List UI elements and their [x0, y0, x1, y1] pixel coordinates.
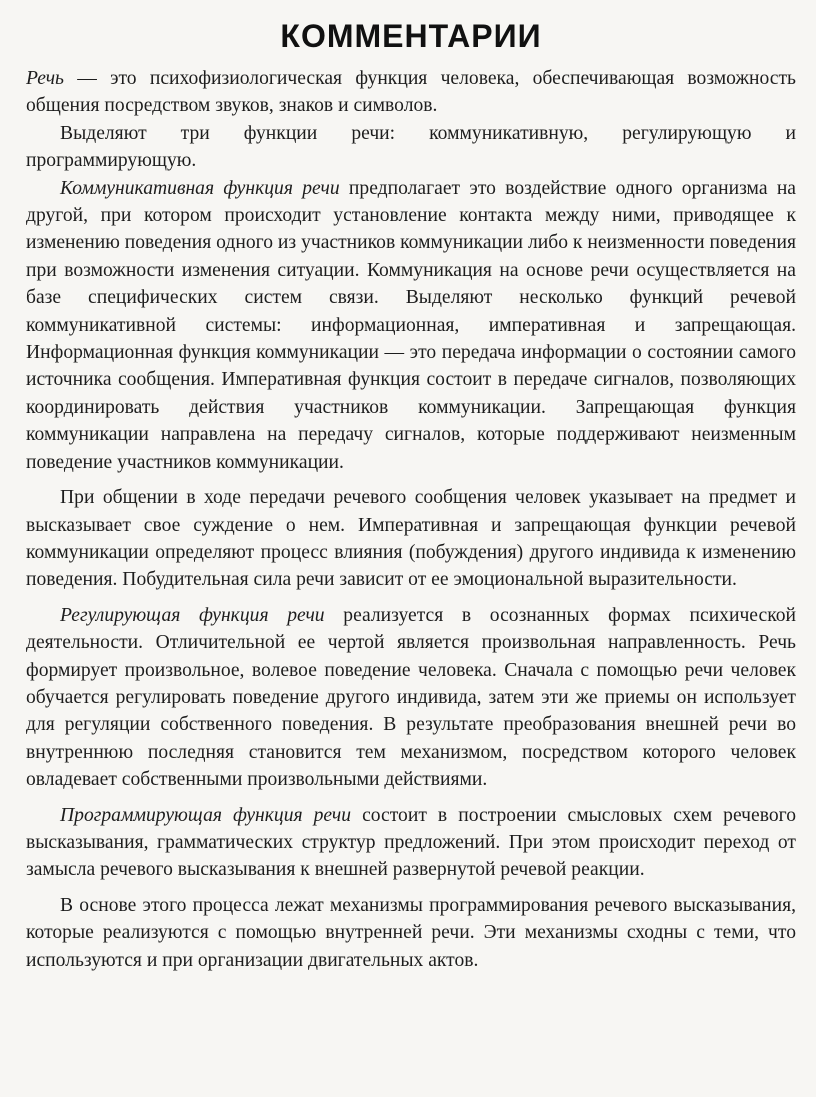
paragraph-text: При общении в ходе передачи речевого сообщения человек указывает на предмет и высказывает свое суждение о нем. Императивная и запрещающая функции речевой коммуникации определяют процесс влияния (побуждения) другого индивида к изменению поведения. Побудительная сила речи зависит от ее эмоциональной выразительности.: [26, 487, 796, 591]
paragraph-text: предполагает это воздействие одного организма на другой, при котором происходит установление контакта между ними, приводящее к изменению поведения одного из участников коммуникации либо к неизменности поведения при возможности изменения ситуации. Коммуникация на основе речи осуществляется на базе специфических систем связи. Выделяют несколько функций речевой коммуникативной системы: информационная, императивная и запрещающая. Информационная функция коммуникации — это передача информации о состоянии самого источника сообщения. Императивная функция состоит в передаче сигналов, позволяющих координировать действия участников коммуникации. Запрещающая функция коммуникации направлена на передачу сигналов, которые поддерживают неизменным поведение участников коммуникации.: [26, 177, 797, 473]
paragraph-text: — это психофизиологическая функция человека, обеспечивающая возможность общения посредством звуков, знаков и символов.: [26, 68, 796, 117]
term-communicative-function: Коммуникативная функция речи: [60, 177, 340, 199]
term-speech: Речь: [26, 68, 64, 89]
term-programming-function: Программирующая функция речи: [60, 804, 352, 826]
paragraph-speech-definition: [26, 65, 796, 120]
paragraph-communication-influence: [26, 484, 796, 594]
paragraph-communicative-function: [26, 175, 796, 476]
paragraph-programming-function: [26, 802, 796, 884]
paragraph-three-functions: [26, 120, 796, 175]
page-title: КОММЕНТАРИИ: [280, 18, 542, 54]
paragraph-text: В основе этого процесса лежат механизмы программирования речевого высказывания, которые реализуются с помощью внутренней речи. Эти механизмы сходны с теми, что используются и при организации двигательных актов.: [26, 894, 796, 971]
paragraph-text: реализуется в осознанных формах психической деятельности. Отличительной ее чертой является произвольная направленность. Речь формирует произвольное, волевое поведение человека. Сначала с помощью речи человек обучается регулировать поведение другого индивида, затем эти же приемы он использует для регуляции собственного поведения. В результате преобразования внешней речи во внутреннюю последняя становится тем механизмом, посредством которого человек овладевает собственными произвольными действиями.: [26, 604, 796, 791]
term-regulating-function: Регулирующая функция речи: [60, 604, 325, 626]
paragraph-text: Выделяют три функции речи: коммуникативную, регулирующую и программирующую.: [26, 122, 796, 172]
paragraph-text: состоит в построении смысловых схем речевого высказывания, грамматических структур предложений. При этом происходит переход от замысла речевого высказывания к внешней развернутой речевой реакции.: [26, 804, 796, 881]
paragraph-programming-mechanisms: [26, 892, 796, 974]
paragraph-regulating-function: [26, 602, 796, 794]
